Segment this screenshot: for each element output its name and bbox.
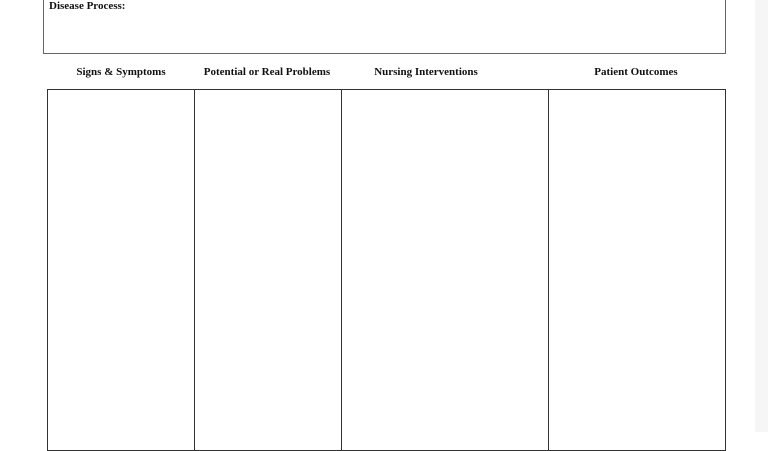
- header-interventions: Nursing Interventions: [374, 66, 478, 78]
- signs-symptoms-cell[interactable]: [48, 90, 195, 450]
- disease-process-field[interactable]: [43, 0, 726, 54]
- disease-process-label: Disease Process:: [49, 0, 126, 12]
- interventions-cell[interactable]: [342, 90, 549, 450]
- page-margin: [755, 0, 768, 432]
- header-outcomes: Patient Outcomes: [594, 66, 678, 78]
- header-problems: Potential or Real Problems: [203, 66, 331, 78]
- outcomes-cell[interactable]: [549, 90, 725, 450]
- header-signs-symptoms: Signs & Symptoms: [76, 66, 166, 78]
- problems-cell[interactable]: [195, 90, 342, 450]
- care-plan-table: [47, 89, 726, 451]
